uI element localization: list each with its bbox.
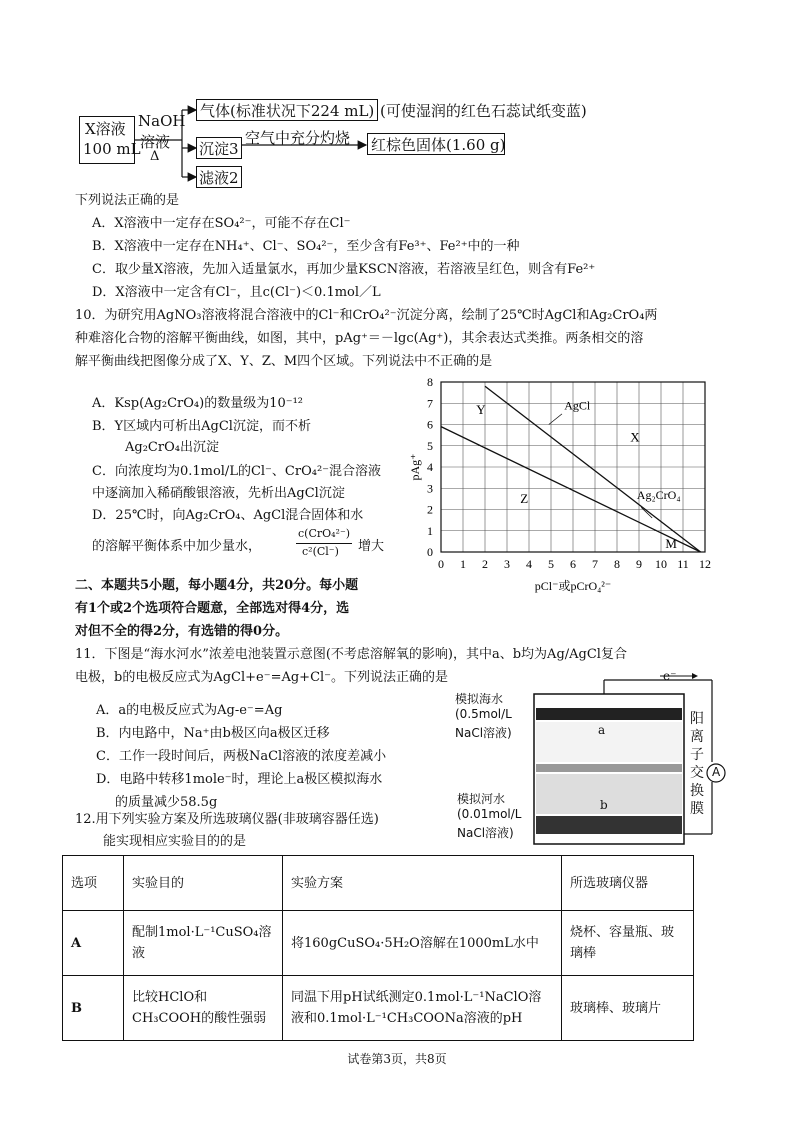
membrane-char-1: 阳 xyxy=(690,711,704,727)
x-tick-label: 9 xyxy=(636,557,642,571)
q10-fraction-den: c²(Cl⁻) xyxy=(302,545,339,558)
y-tick-label: 0 xyxy=(427,545,433,559)
q10-option-d-2: 的溶解平衡体系中加少量水， xyxy=(92,539,262,554)
x-tick-label: 11 xyxy=(677,557,689,571)
q9-option-b: B．X溶液中一定存在NH₄⁺、Cl⁻、SO₄²⁻，至少含有Fe³⁺、Fe²⁺中的一种 xyxy=(92,239,520,254)
y-tick-label: 8 xyxy=(427,375,433,389)
y-axis-label: pAg⁺ xyxy=(408,453,422,481)
q10-option-d-1: D．25℃时，向Ag₂CrO₄、AgCl混合固体和水 xyxy=(92,508,364,523)
x-tick-label: 2 xyxy=(482,557,488,571)
table-header: 实验目的 xyxy=(124,856,283,911)
q10-line-2: 种难溶化合物的溶解平衡曲线，如图，其中，pAg⁺＝－lgc(Ag⁺)，其余表达式类推。两条相交的溶 xyxy=(75,331,644,346)
q9-stem: 下列说法正确的是 xyxy=(75,193,180,208)
region-label-m: M xyxy=(665,535,677,551)
x-tick-label: 6 xyxy=(570,557,576,571)
table-header: 实验方案 xyxy=(283,856,562,911)
x-tick-label: 0 xyxy=(438,557,444,571)
q10-fraction-num: c(CrO₄²⁻) xyxy=(298,527,351,540)
q9-option-a: A．X溶液中一定存在SO₄²⁻，可能不存在Cl⁻ xyxy=(92,216,351,231)
table-cell: 玻璃棒、玻璃片 xyxy=(562,976,694,1041)
y-tick-label: 1 xyxy=(427,523,433,538)
page-footer: 试卷第3页，共8页 xyxy=(347,1052,447,1066)
q11-line-1: 11．下图是“海水河水”浓差电池装置示意图(不考虑溶解氧的影响)，其中a、b均为Ag/AgCl复合 xyxy=(75,647,627,662)
region-label-z: Z xyxy=(520,491,529,507)
q12-line-2: 能实现相应实验目的的是 xyxy=(103,834,247,849)
flow-arrows xyxy=(0,0,794,200)
x-volume-label: 100 mL xyxy=(83,140,141,158)
table-cell: 将160gCuSO₄·5H₂O溶解在1000mL水中 xyxy=(283,911,562,976)
q10-option-c-1: C．向浓度均为0.1mol/L的Cl⁻、CrO₄²⁻混合溶液 xyxy=(92,464,382,479)
x-tick-label: 8 xyxy=(614,557,620,571)
table-cell: 同温下用pH试纸测定0.1mol·L⁻¹NaClO溶液和0.1mol·L⁻¹CH₃COONa溶液的pH xyxy=(283,976,562,1041)
gas-label: 气体(标准状况下224 mL) xyxy=(200,102,375,120)
table-cell: B xyxy=(63,976,124,1041)
heat-label: Δ xyxy=(150,149,160,164)
y-tick-label: 3 xyxy=(427,481,433,496)
y-tick-label: 2 xyxy=(427,502,433,517)
q10-fraction-bar xyxy=(296,543,352,544)
river-label-3: NaCl溶液) xyxy=(457,826,514,840)
section2-line-3: 对但不全的得2分，有选错的得0分。 xyxy=(75,624,289,639)
q11-option-c: C．工作一段时间后，两极NaCl溶液的浓度差减小 xyxy=(96,749,387,764)
q10-option-a: A．Ksp(Ag₂CrO₄)的数量级为10⁻¹² xyxy=(92,396,304,411)
q9-option-c: C．取少量X溶液，先加入适量氯水，再加少量KSCN溶液，若溶液呈红色，则含有Fe²⁺ xyxy=(92,262,596,277)
precip-label: 沉淀3 xyxy=(199,140,239,158)
table-row xyxy=(63,976,694,1041)
sea-label-2: (0.5mol/L xyxy=(455,707,512,721)
x-axis-label: pCl⁻或pCrO₄²⁻ xyxy=(534,579,612,593)
membrane-char-3: 子 xyxy=(690,747,704,763)
burn-label: 空气中充分灼烧 xyxy=(245,129,351,147)
electrode-b-label: b xyxy=(600,798,608,812)
membrane-char-6: 膜 xyxy=(690,801,704,817)
q12-line-1: 12.用下列实验方案及所选玻璃仪器(非玻璃容器任选) xyxy=(75,812,379,827)
section2-line-2: 有1个或2个选项符合题意，全部选对得4分，选 xyxy=(75,601,350,616)
q10-line-3: 解平衡曲线把图像分成了X、Y、Z、M四个区域。下列说法中不正确的是 xyxy=(75,354,493,369)
x-tick-label: 10 xyxy=(655,557,667,571)
reagent-label: NaOH xyxy=(138,112,186,130)
sea-label-3: NaCl溶液) xyxy=(455,726,512,740)
x-tick-label: 1 xyxy=(460,557,466,571)
electrode-a-label: a xyxy=(598,723,606,737)
series-label-agcl: AgCl xyxy=(564,398,591,413)
q10-line-1: 10．为研究用AgNO₃溶液将混合溶液中的Cl⁻和CrO₄²⁻沉淀分离，绘制了25℃时AgCl和Ag₂CrO₄两 xyxy=(75,308,658,323)
y-tick-label: 6 xyxy=(427,417,433,432)
y-tick-label: 7 xyxy=(427,396,433,411)
gas-note: (可使湿润的红色石蕊试纸变蓝) xyxy=(380,102,587,120)
river-label-2: (0.01mol/L xyxy=(457,807,522,821)
table-cell: 比较HClO和CH₃COOH的酸性强弱 xyxy=(124,976,283,1041)
series-line-agcl xyxy=(485,386,701,552)
q10-option-b-2: Ag₂CrO₄出沉淀 xyxy=(125,440,219,455)
series-label-ag2cro4: Ag₂CrO₄ xyxy=(636,487,681,502)
table-header: 选项 xyxy=(63,856,124,911)
river-label-1: 模拟河水 xyxy=(457,792,506,806)
sea-label-1: 模拟海水 xyxy=(455,692,504,706)
table-cell: 烧杯、容量瓶、玻璃棒 xyxy=(562,911,694,976)
table-cell: 配制1mol·L⁻¹CuSO₄溶液 xyxy=(124,911,283,976)
table-row xyxy=(63,911,694,976)
experiment-table xyxy=(62,855,694,1041)
ammeter-label: A xyxy=(712,765,721,779)
section2-line-1: 二、本题共5小题，每小题4分，共20分。每小题 xyxy=(75,578,359,593)
q11-line-2: 电极，b的电极反应式为AgCl+e⁻=Ag+Cl⁻。下列说法正确的是 xyxy=(75,670,449,685)
q11-option-d-1: D．电路中转移1mole⁻时，理论上a极区模拟海水 xyxy=(96,772,383,787)
table-header-row xyxy=(63,856,694,911)
x-tick-label: 4 xyxy=(526,557,532,571)
y-tick-label: 4 xyxy=(427,460,433,474)
membrane-char-4: 交 xyxy=(690,765,704,781)
x-tick-label: 7 xyxy=(592,557,598,571)
membrane-char-5: 换 xyxy=(690,783,704,799)
region-label-x: X xyxy=(630,429,640,445)
x-tick-label: 3 xyxy=(504,557,510,571)
series-label-leader xyxy=(641,507,652,518)
solubility-chart xyxy=(405,372,725,594)
table-header: 所选玻璃仪器 xyxy=(562,856,694,911)
x-tick-label: 5 xyxy=(548,557,554,571)
electron-label: e⁻ xyxy=(663,669,677,683)
q10-option-d-3: 增大 xyxy=(358,539,385,554)
cell-apparatus xyxy=(520,672,740,852)
x-tick-label: 12 xyxy=(699,557,711,571)
q10-option-c-2: 中逐滴加入稀硝酸银溶液，先析出AgCl沉淀 xyxy=(92,486,345,501)
reagent-label-2: 溶液 xyxy=(140,133,171,151)
membrane-char-2: 离 xyxy=(690,729,704,745)
filtrate-label: 滤液2 xyxy=(199,169,239,187)
x-solution-label: X溶液 xyxy=(85,120,126,138)
q11-option-a: A．a的电极反应式为Ag-e⁻=Ag xyxy=(96,703,283,718)
q11-option-b: B．内电路中，Na⁺由b极区向a极区迁移 xyxy=(96,726,330,741)
solid-label: 红棕色固体(1.60 g) xyxy=(371,136,506,154)
region-label-y: Y xyxy=(476,401,486,417)
q10-option-b-1: B．Y区域内可析出AgCl沉淀，而不析 xyxy=(92,419,311,434)
q9-option-d: D．X溶液中一定含有Cl⁻，且c(Cl⁻)＜0.1mol／L xyxy=(92,285,381,300)
y-tick-label: 5 xyxy=(427,438,433,453)
table-cell: A xyxy=(63,911,124,976)
q11-option-d-2: 的质量减少58.5g xyxy=(115,795,218,810)
